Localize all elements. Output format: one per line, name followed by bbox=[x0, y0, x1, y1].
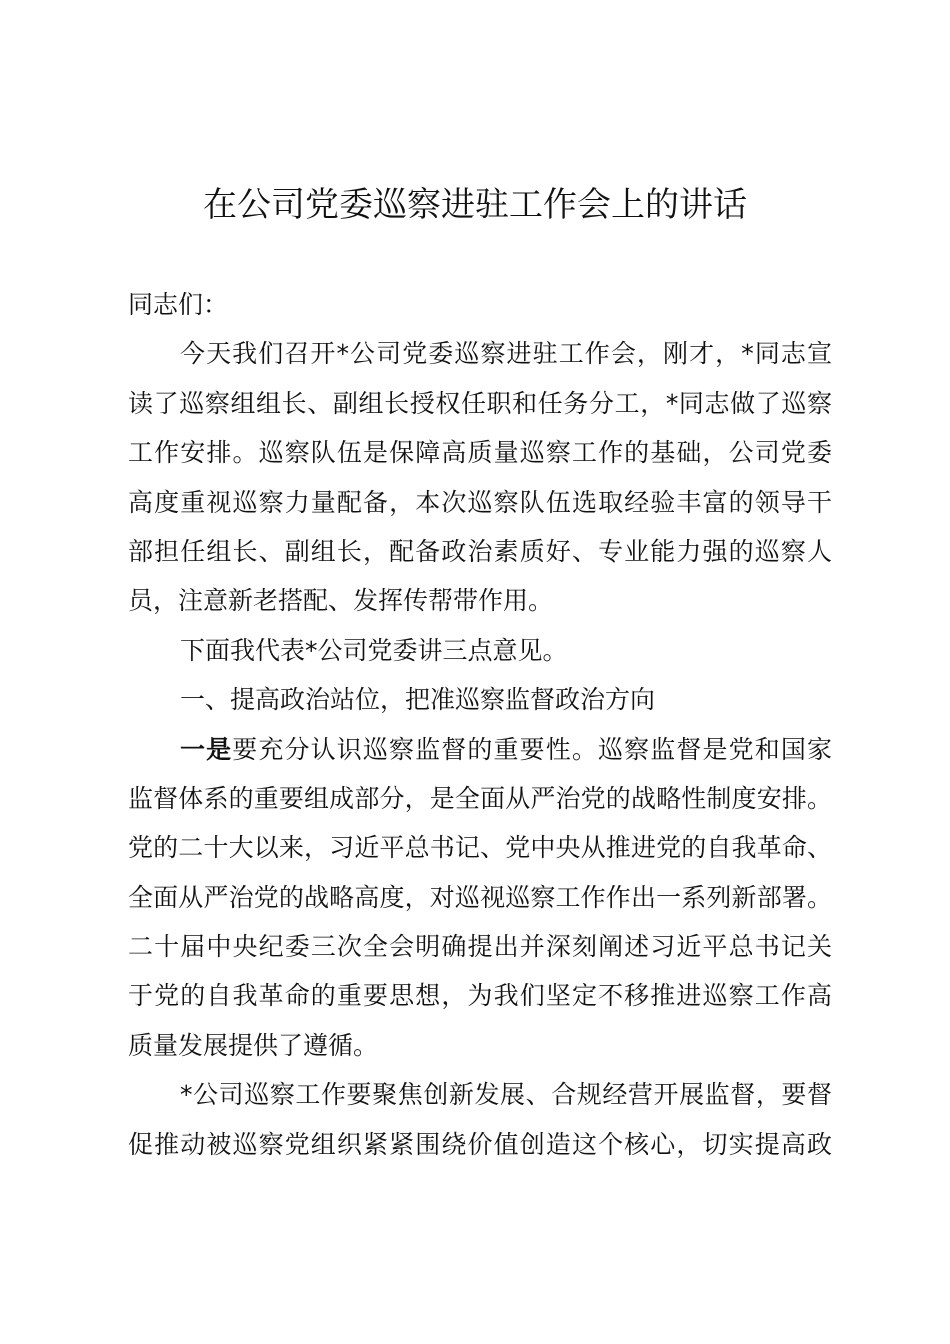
paragraph-line: 全面从严治党的战略高度，对巡视巡察工作作出一系列新部署。 bbox=[128, 882, 832, 912]
paragraph-line: 部担任组长、副组长，配备政治素质好、专业能力强的巡察人 bbox=[128, 536, 832, 566]
paragraph-line: *公司巡察工作要聚焦创新发展、合规经营开展监督，要督 bbox=[180, 1080, 832, 1110]
paragraph-line: 读了巡察组组长、副组长授权任职和任务分工，*同志做了巡察 bbox=[128, 388, 832, 418]
paragraph-line: 党的二十大以来，习近平总书记、党中央从推进党的自我革命、 bbox=[128, 833, 832, 863]
paragraph-line bbox=[128, 725, 832, 774]
paragraph-line: 监督体系的重要组成部分，是全面从严治党的战略性制度安排。 bbox=[128, 783, 832, 813]
paragraph-line: 二十届中央纪委三次全会明确提出并深刻阐述习近平总书记关 bbox=[128, 932, 832, 962]
paragraph-line: 高度重视巡察力量配备，本次巡察队伍选取经验丰富的领导干 bbox=[128, 487, 832, 517]
paragraph-line: 促推动被巡察党组织紧紧围绕价值创造这个核心，切实提高政 bbox=[128, 1129, 832, 1159]
paragraph-line: 工作安排。巡察队伍是保障高质量巡察工作的基础，公司党委 bbox=[128, 438, 832, 468]
paragraph-line: 于党的自我革命的重要思想，为我们坚定不移推进巡察工作高 bbox=[128, 981, 832, 1011]
section-heading: 一、提高政治站位，把准巡察监督政治方向 bbox=[180, 685, 656, 715]
paragraph-text: 要充分认识巡察监督的重要性。巡察监督是党和国家 bbox=[232, 734, 832, 764]
paragraph-line: 下面我代表*公司党委讲三点意见。 bbox=[180, 635, 568, 665]
salutation: 同志们： bbox=[128, 290, 229, 319]
document-body bbox=[128, 280, 832, 1169]
document-title: 在公司党委巡察进驻工作会上的讲话 bbox=[203, 185, 747, 225]
paragraph-line: 质量发展提供了遵循。 bbox=[128, 1030, 379, 1060]
paragraph-line: 员，注意新老搭配、发挥传帮带作用。 bbox=[128, 586, 554, 616]
bold-lead: 一是 bbox=[180, 734, 233, 764]
paragraph-line: 今天我们召开*公司党委巡察进驻工作会，刚才，*同志宣 bbox=[180, 339, 832, 369]
